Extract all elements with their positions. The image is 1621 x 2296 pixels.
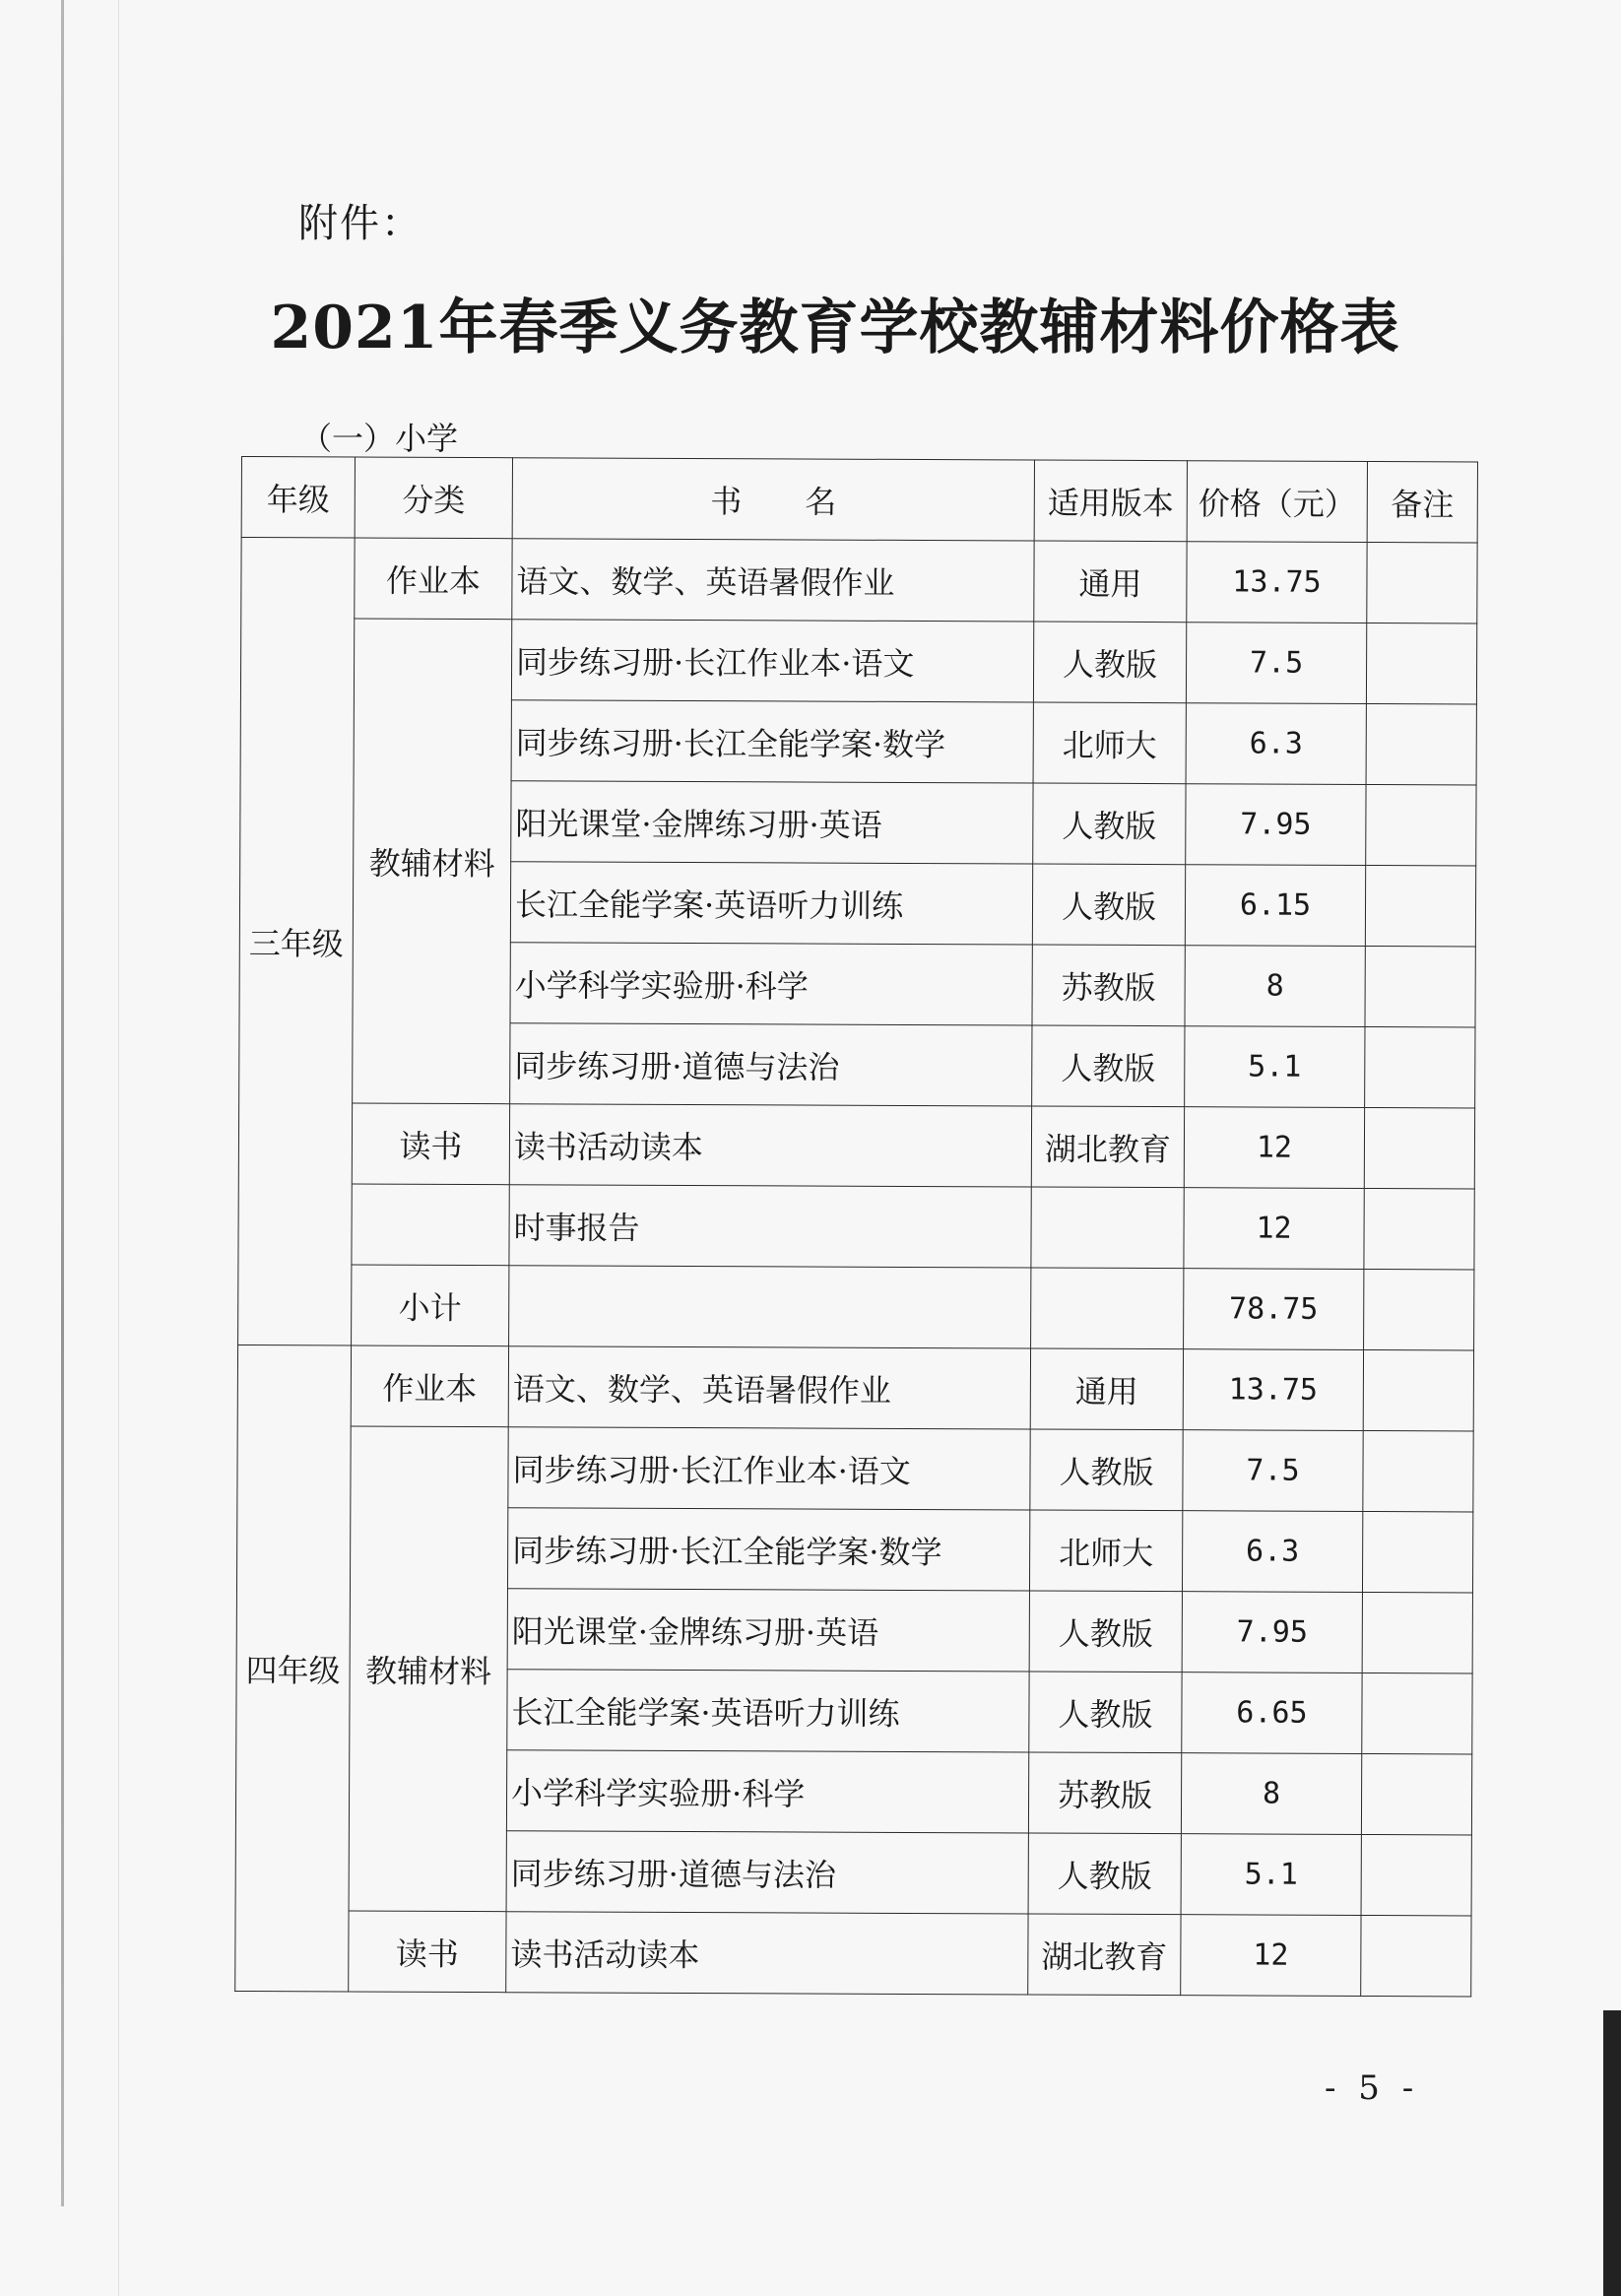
price-cell: 12 xyxy=(1184,1188,1364,1270)
price-cell: 8 xyxy=(1185,946,1365,1027)
edition-cell: 北师大 xyxy=(1029,1510,1182,1592)
edition-cell: 苏教版 xyxy=(1028,1752,1181,1834)
category-cell: 小计 xyxy=(352,1265,509,1346)
note-cell xyxy=(1362,1511,1472,1592)
price-cell: 8 xyxy=(1181,1753,1361,1835)
note-cell xyxy=(1365,946,1475,1026)
note-cell xyxy=(1361,1834,1471,1915)
note-cell xyxy=(1364,1107,1474,1188)
note-cell xyxy=(1364,1188,1474,1269)
price-cell: 7.5 xyxy=(1186,623,1366,704)
edition-cell: 人教版 xyxy=(1029,1591,1182,1673)
book-cell: 小学科学实验册·科学 xyxy=(510,943,1032,1025)
book-cell: 阳光课堂·金牌练习册·英语 xyxy=(511,781,1033,864)
edition-cell: 人教版 xyxy=(1033,783,1186,865)
edition-cell: 苏教版 xyxy=(1032,945,1185,1026)
category-cell: 作业本 xyxy=(355,538,512,620)
col-header-price: 价格（元） xyxy=(1187,461,1367,543)
price-cell: 7.95 xyxy=(1186,784,1366,866)
note-cell xyxy=(1366,784,1476,865)
book-cell: 同步练习册·长江作业本·语文 xyxy=(508,1427,1030,1510)
book-cell: 时事报告 xyxy=(509,1185,1031,1268)
category-cell xyxy=(352,1184,509,1266)
category-cell: 读书 xyxy=(352,1103,509,1185)
price-cell: 6.15 xyxy=(1185,865,1365,947)
book-cell: 长江全能学案·英语听力训练 xyxy=(507,1670,1029,1752)
note-cell xyxy=(1361,1753,1471,1834)
category-cell: 教辅材料 xyxy=(353,619,512,1104)
edition-cell: 湖北教育 xyxy=(1028,1914,1181,1996)
table-row xyxy=(235,1910,1471,1996)
book-cell: 阳光课堂·金牌练习册·英语 xyxy=(507,1589,1029,1672)
scan-edge-mark xyxy=(1603,2010,1621,2296)
note-cell xyxy=(1366,703,1476,784)
edition-cell: 人教版 xyxy=(1030,1429,1183,1511)
note-cell xyxy=(1363,1349,1473,1430)
book-cell: 长江全能学案·英语听力训练 xyxy=(510,862,1032,945)
edition-cell: 通用 xyxy=(1034,541,1187,623)
table-row xyxy=(238,1102,1474,1188)
book-cell: 同步练习册·长江作业本·语文 xyxy=(511,620,1033,702)
price-cell: 13.75 xyxy=(1187,542,1367,623)
category-cell: 作业本 xyxy=(351,1345,508,1427)
price-table xyxy=(234,456,1478,1997)
col-header-note: 备注 xyxy=(1367,461,1477,542)
document-title: 2021年春季义务教育学校教辅材料价格表 xyxy=(270,294,1400,362)
price-cell: 7.5 xyxy=(1183,1430,1363,1512)
edition-cell xyxy=(1031,1268,1184,1349)
page-number: - 5 - xyxy=(1325,2068,1420,2108)
note-cell xyxy=(1362,1673,1472,1753)
note-cell xyxy=(1361,1915,1471,1996)
book-cell: 语文、数学、英语暑假作业 xyxy=(512,539,1034,622)
note-cell xyxy=(1362,1592,1472,1673)
book-cell: 同步练习册·道德与法治 xyxy=(506,1831,1028,1914)
book-cell: 同步练习册·长江全能学案·数学 xyxy=(511,700,1033,783)
col-header-category: 分类 xyxy=(355,457,512,539)
note-cell xyxy=(1366,623,1476,703)
grade-cell: 四年级 xyxy=(235,1345,352,1991)
price-cell: 13.75 xyxy=(1183,1349,1363,1431)
price-cell: 5.1 xyxy=(1181,1834,1361,1916)
col-header-book: 书 名 xyxy=(512,458,1034,541)
note-cell xyxy=(1367,542,1477,623)
category-cell: 读书 xyxy=(349,1911,506,1993)
price-cell: 7.95 xyxy=(1182,1592,1362,1673)
edition-cell: 湖北教育 xyxy=(1031,1106,1184,1188)
attachment-label: 附件： xyxy=(298,201,422,246)
price-cell: 12 xyxy=(1184,1107,1364,1189)
category-cell: 教辅材料 xyxy=(349,1426,508,1912)
edition-cell: 人教版 xyxy=(1029,1672,1182,1753)
note-cell xyxy=(1363,1430,1473,1511)
book-cell: 同步练习册·长江全能学案·数学 xyxy=(507,1508,1029,1591)
note-cell xyxy=(1365,865,1475,946)
subtotal-row xyxy=(238,1264,1474,1349)
edition-cell: 人教版 xyxy=(1032,864,1185,946)
note-cell xyxy=(1364,1269,1474,1349)
price-cell: 6.65 xyxy=(1182,1673,1362,1754)
book-cell: 小学科学实验册·科学 xyxy=(506,1750,1028,1833)
book-cell: 同步练习册·道德与法治 xyxy=(510,1023,1032,1106)
price-cell: 6.3 xyxy=(1182,1511,1362,1593)
edition-cell: 人教版 xyxy=(1033,622,1186,703)
table-row xyxy=(237,1345,1473,1430)
section-label: （一）小学 xyxy=(300,420,459,457)
subtotal-price-cell: 78.75 xyxy=(1184,1269,1364,1350)
edition-cell: 人教版 xyxy=(1028,1833,1181,1915)
price-cell: 12 xyxy=(1181,1915,1361,1997)
edition-cell xyxy=(1031,1187,1184,1269)
col-header-grade: 年级 xyxy=(241,457,355,539)
edition-cell: 通用 xyxy=(1030,1348,1183,1430)
book-cell: 读书活动读本 xyxy=(506,1912,1028,1995)
table-header-row xyxy=(241,457,1477,543)
edition-cell: 人教版 xyxy=(1032,1025,1185,1107)
edition-cell: 北师大 xyxy=(1033,702,1186,784)
grade-cell: 三年级 xyxy=(238,538,356,1345)
price-cell: 5.1 xyxy=(1185,1026,1365,1108)
table-row xyxy=(238,1183,1474,1269)
book-cell xyxy=(509,1266,1031,1348)
note-cell xyxy=(1365,1026,1475,1107)
table-row xyxy=(241,538,1477,623)
table-row xyxy=(240,619,1476,704)
book-cell: 语文、数学、英语暑假作业 xyxy=(508,1346,1030,1429)
book-cell: 读书活动读本 xyxy=(509,1104,1031,1187)
col-header-edition: 适用版本 xyxy=(1034,460,1187,542)
price-cell: 6.3 xyxy=(1186,703,1366,785)
table-row xyxy=(237,1425,1473,1511)
